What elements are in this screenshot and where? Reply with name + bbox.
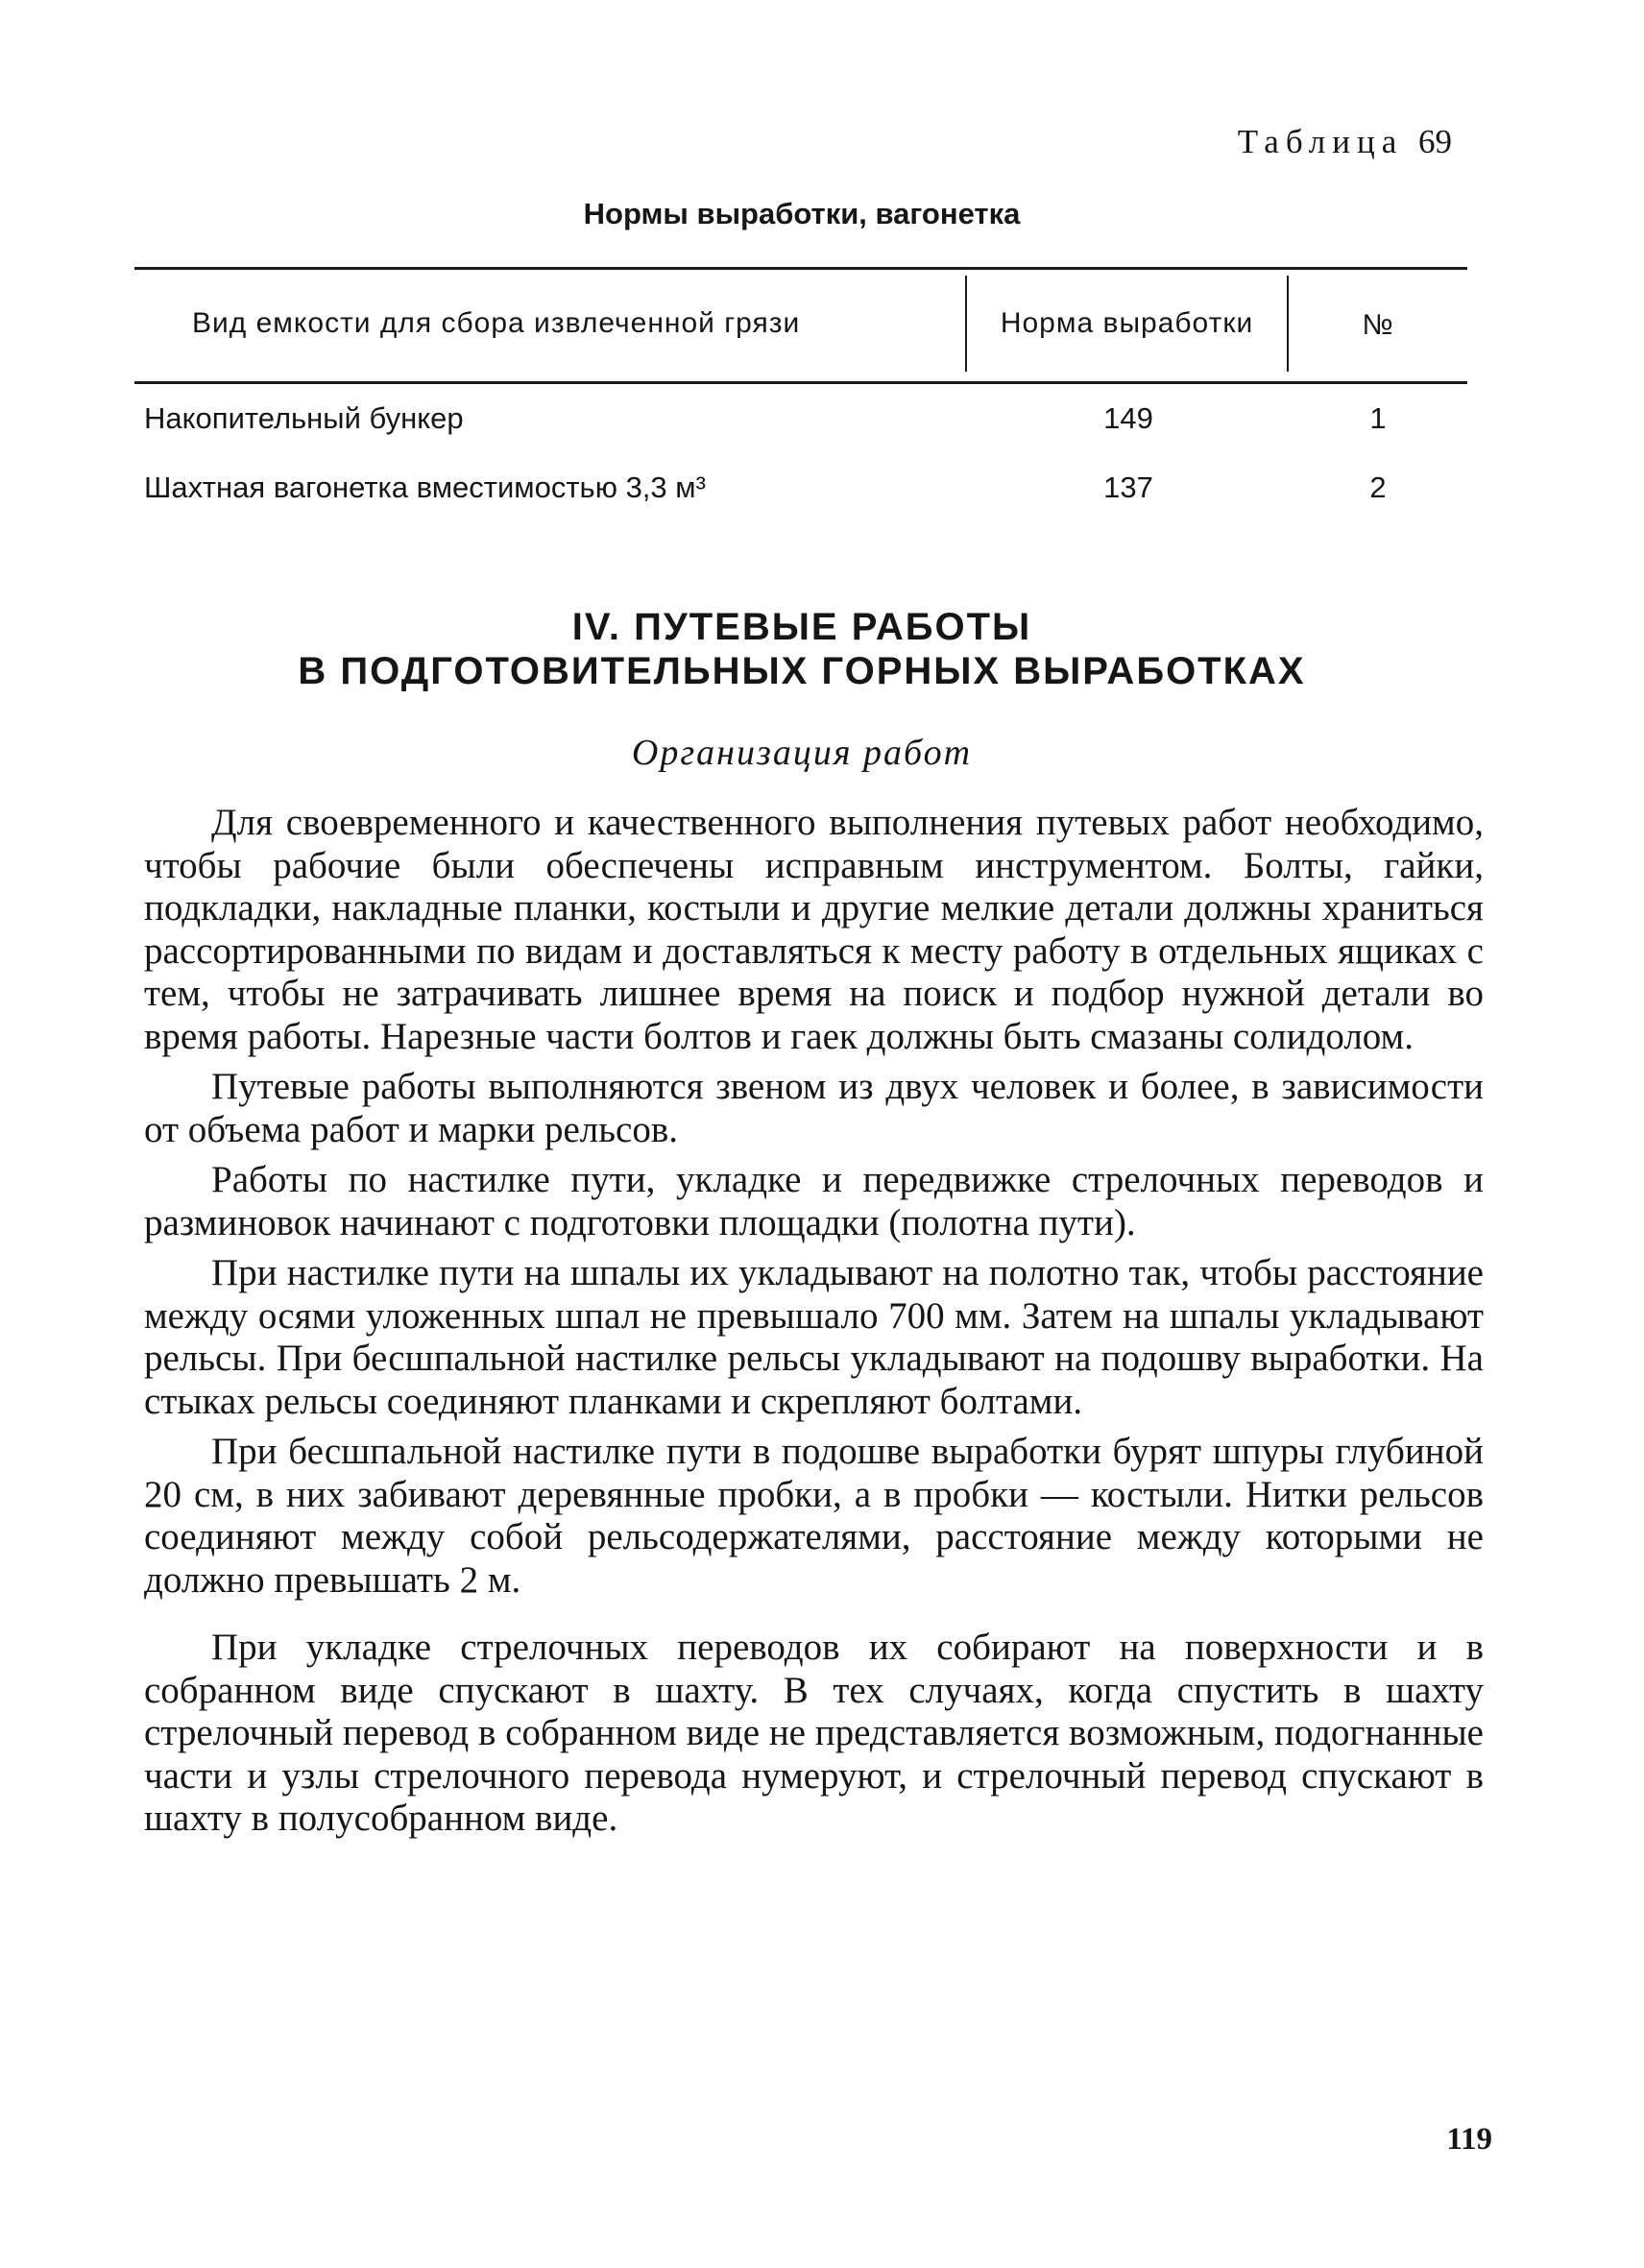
header-number: №: [1362, 309, 1394, 341]
section-heading: [134, 605, 1469, 693]
page-number: 119: [1446, 2122, 1492, 2157]
table-row: [134, 453, 1467, 522]
table-header-row: [134, 270, 1467, 381]
cell-output-norm: 137: [1103, 470, 1153, 504]
cell-number: 1: [1369, 401, 1387, 435]
paragraph: Для своевременного и качественного выполнения путевых работ необходимо, чтобы рабочие были обеспечены исправным инструментом. Болты, гайки, подкладки, накладные планки, костыли и другие мелкие детали должны храниться рассортированными по видам и доставляться к месту работу в отдельных ящиках с тем, чтобы не затрачивать лишнее время на поиск и подбор нужной детали во время работы. Нарезные части болтов и гаек должны быть смазаны солидолом.: [144, 802, 1484, 1057]
body-text: [144, 802, 1484, 1848]
cell-output-norm: 149: [1103, 401, 1153, 435]
paragraph: При укладке стрелочных переводов их собирают на поверхности и в собранном виде спускают в шахту. В тех случаях, когда спустить в шахту стрелочный перевод в собранном виде не представляется возможным, подогнанные части и узлы стрелочного перевода нумеруют, и стрелочный перевод спускают в шахту в полусобранном виде.: [144, 1627, 1484, 1839]
cell-number: 2: [1369, 470, 1387, 504]
header-container-kind: Вид емкости для сбора извлеченной грязи: [134, 276, 967, 372]
table-number: 69: [1418, 123, 1452, 160]
table-label-word: Таблица: [1237, 123, 1404, 160]
table-row: [134, 384, 1467, 453]
paragraph: Путевые работы выполняются звеном из двух человек и более, в зависимости от объема работ и марки рельсов.: [144, 1066, 1484, 1150]
table-title: Нормы выработки, вагонетка: [583, 197, 1021, 230]
section-heading-line-1: IV. ПУТЕВЫЕ РАБОТЫ: [571, 606, 1032, 648]
paragraph: При бесшпальной настилке пути в подошве выработки бурят шпуры глубиной 20 см, в них забивают деревянные пробки, а в пробки — костыли. Нитки рельсов соединяют между собой рельсодержателями, расстояние между которыми не должно превышать 2 м.: [144, 1431, 1484, 1601]
header-output-norm: Норма выработки: [967, 276, 1290, 372]
table-label: [1238, 123, 1452, 161]
section-heading-line-2: В ПОДГОТОВИТЕЛЬНЫХ ГОРНЫХ ВЫРАБОТКАХ: [298, 650, 1306, 692]
cell-container-kind: Накопительный бункер: [144, 401, 464, 435]
cell-container-kind: Шахтная вагонетка вместимостью 3,3 м³: [144, 470, 706, 504]
paragraph: При настилке пути на шпалы их укладывают на полотно так, чтобы расстояние между осями уложенных шпал не превышало 700 мм. Затем на шпалы укладывают рельсы. При бесшпальной настилке рельсы укладывают на подошву выработки. На стыках рельсы соединяют планками и скрепляют болтами.: [144, 1252, 1484, 1422]
norms-table: [134, 267, 1467, 522]
section-subheading: Организация работ: [631, 733, 973, 773]
paragraph: Работы по настилке пути, укладке и передвижке стрелочных переводов и разминовок начинают с подготовки площадки (полотна пути).: [144, 1159, 1484, 1243]
